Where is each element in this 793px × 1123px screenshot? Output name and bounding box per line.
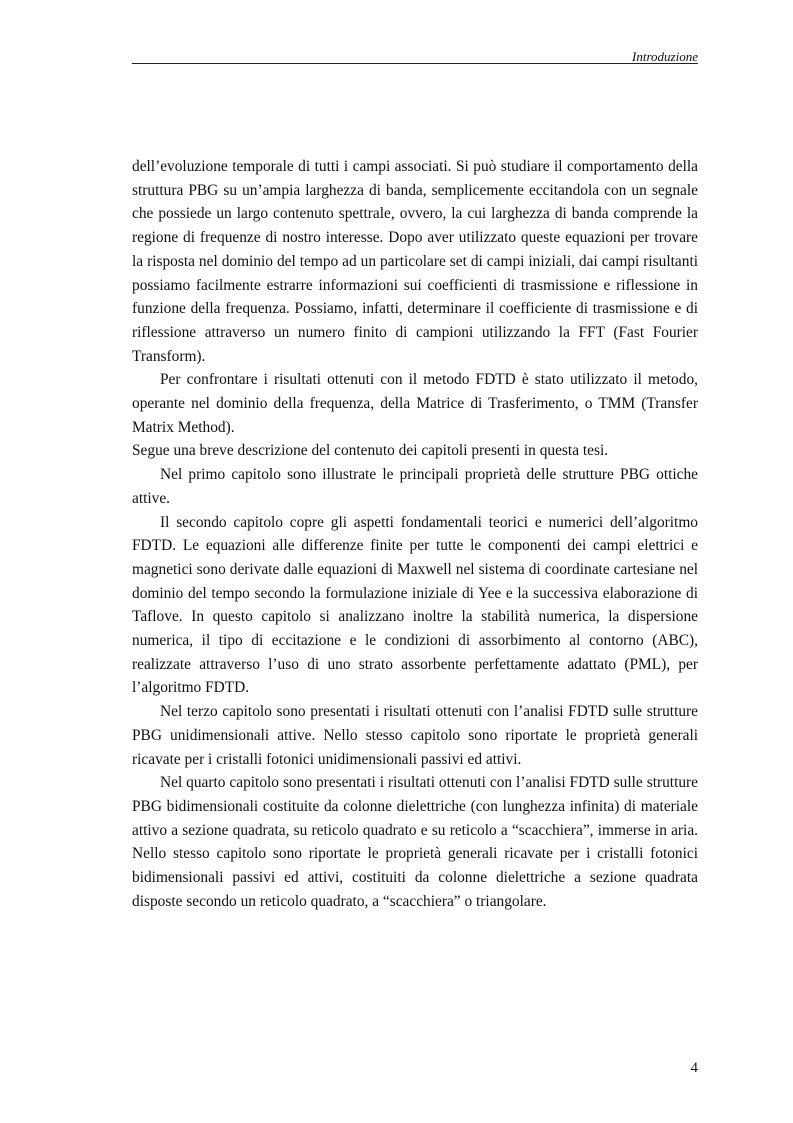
paragraph-chapter-four: Nel quarto capitolo sono presentati i risultati ottenuti con l’analisi FDTD sulle strutture PBG bidimensionali costituite da colonne dielettriche (con lunghezza infinita) di materiale attivo a sezione quadrata, su reticolo quadrato e su reticolo a “scacchiera”, immerse in aria. Nello stesso capitolo sono riportate le proprietà generali ricavate per i cristalli fotonici bidimensionali passivi ed attivi, costituiti da colonne dielettriche a sezione quadrata disposte secondo un reticolo quadrato, a “scacchiera” o triangolare. [132, 774, 698, 910]
paragraph-tmm-comparison: Per confrontare i risultati ottenuti con il metodo FDTD è stato utilizzato il metodo, operante nel dominio della frequenza, della Matrice di Trasferimento, o TMM (Transfer Matrix Method). [132, 371, 698, 436]
paragraph-chapters-intro: Segue una breve descrizione del contenuto dei capitoli presenti in questa tesi. [132, 442, 609, 460]
header-rule [132, 63, 698, 64]
body-text [132, 155, 698, 914]
paragraph-continuation: dell’evoluzione temporale di tutti i campi associati. Si può studiare il comportamento della struttura PBG su un’ampia larghezza di banda, semplicemente eccitandola con un segnale che possiede un largo contenuto spettrale, ovvero, la cui larghezza di banda comprende la regione di frequenze di nostro interesse. Dopo aver utilizzato queste equazioni per trovare la risposta nel dominio del tempo ad un particolare set di campi iniziali, dai campi risultanti possiamo facilmente estrarre informazioni sui coefficienti di trasmissione e riflessione in funzione della frequenza. Possiamo, infatti, determinare il coefficiente di trasmissione e di riflessione attraverso un numero finito di campioni utilizzando la FFT (Fast Fourier Transform). [132, 158, 698, 365]
running-head: Introduzione [632, 49, 698, 64]
paragraph-chapter-three: Nel terzo capitolo sono presentati i risultati ottenuti con l’analisi FDTD sulle strutture PBG unidimensionali attive. Nello stesso capitolo sono riportate le proprietà generali ricavate per i cristalli fotonici unidimensionali passivi ed attivi. [132, 703, 698, 768]
page-number: 4 [690, 1060, 698, 1076]
paragraph-chapter-two: Il secondo capitolo copre gli aspetti fondamentali teorici e numerici dell’algoritmo FDTD. Le equazioni alle differenze finite per tutte le componenti dei campi elettrici e magnetici sono derivate dalle equazioni di Maxwell nel sistema di coordinate cartesiane nel dominio del tempo secondo la formulazione iniziale di Yee e la successiva elaborazione di Taflove. In questo capitolo si analizzano inoltre la stabilità numerica, la dispersione numerica, il tipo di eccitazione e le condizioni di assorbimento al contorno (ABC), realizzate attraverso l’uso di uno strato assorbente perfettamente adattato (PML), per l’algoritmo FDTD. [132, 513, 698, 697]
paragraph-chapter-one: Nel primo capitolo sono illustrate le principali proprietà delle strutture PBG ottiche attive. [132, 466, 698, 507]
